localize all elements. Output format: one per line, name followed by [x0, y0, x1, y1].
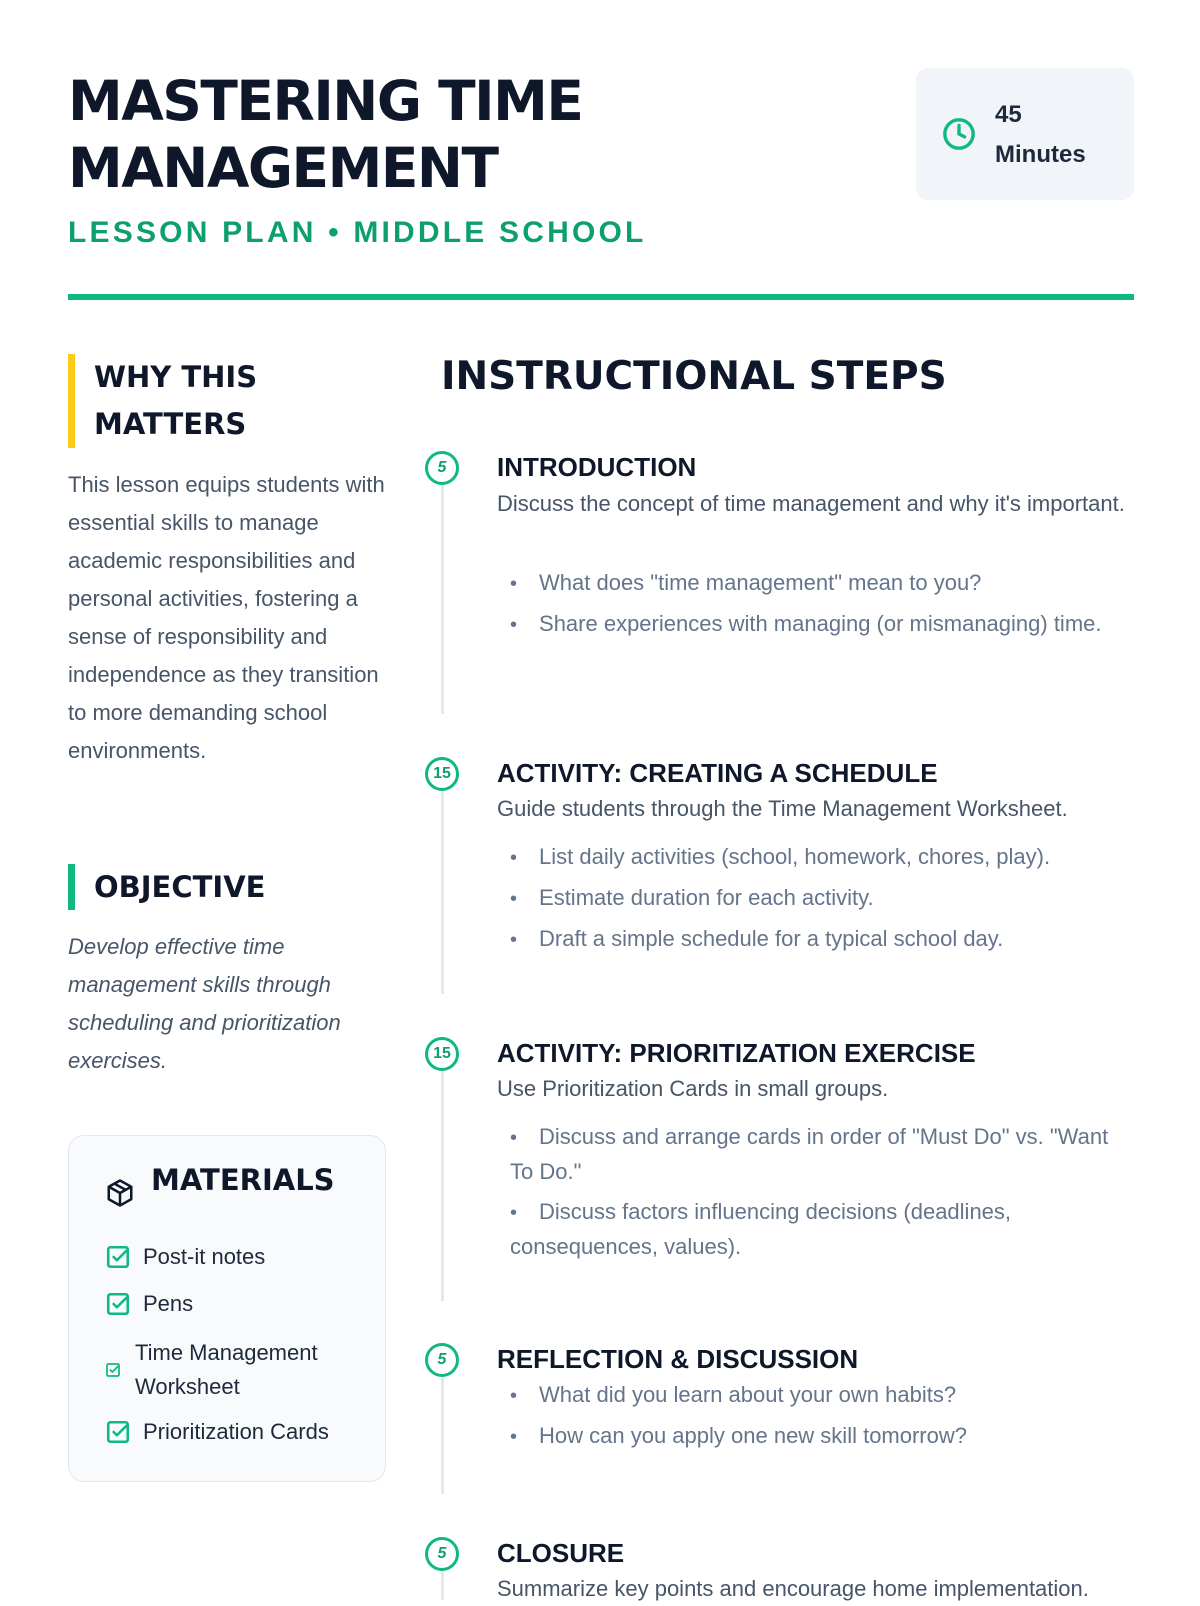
material-item [105, 1291, 193, 1317]
clock-icon [942, 117, 976, 151]
timeline-connector [441, 480, 444, 714]
step-bullet: • Share experiences with managing (or mismanaging) time. [510, 607, 1110, 642]
lesson-header [68, 68, 1134, 250]
step-duration-badge: 5 [425, 451, 459, 485]
step-bullet: • Estimate duration for each activity. [510, 881, 1110, 916]
step-bullets [510, 840, 1110, 963]
duration-text [995, 95, 1086, 175]
why-text: This lesson equips students with essential skills to manage academic responsibilities and personal activities, fostering a sense of responsibility and independence as they transition to more demanding school environments. [68, 472, 385, 763]
step-duration-badge: 5 [425, 1537, 459, 1571]
step-title: REFLECTION & DISCUSSION [497, 1344, 859, 1374]
checkbox-checked-icon [105, 1419, 131, 1445]
step-description: Discuss the concept of time management and why it's important. [497, 491, 1125, 516]
material-item [105, 1244, 265, 1270]
checkbox-checked-icon [105, 1291, 131, 1317]
duration-value: 45 [995, 101, 1022, 128]
page-subtitle: LESSON PLAN • MIDDLE SCHOOL [68, 216, 647, 249]
timeline-connector [441, 1374, 444, 1494]
step-duration-badge: 15 [425, 1037, 459, 1071]
step-bullets [510, 1120, 1110, 1270]
step-bullets [510, 566, 1110, 648]
duration-unit: Minutes [995, 141, 1086, 168]
material-label: Prioritization Cards [143, 1419, 329, 1444]
step-bullet: • How can you apply one new skill tomorrow? [510, 1419, 1110, 1454]
material-item [105, 1419, 329, 1445]
step-duration-badge: 5 [425, 1343, 459, 1377]
step-title: CLOSURE [497, 1538, 625, 1568]
header-divider [68, 294, 1134, 300]
material-label: Time Management Worksheet [135, 1340, 318, 1399]
step-bullet: • Discuss factors influencing decisions (deadlines, consequences, values). [510, 1195, 1110, 1264]
steps-heading: INSTRUCTIONAL STEPS [441, 354, 947, 399]
materials-heading: MATERIALS [151, 1163, 335, 1197]
step-title: ACTIVITY: CREATING A SCHEDULE [497, 758, 938, 788]
objective-heading: OBJECTIVE [94, 870, 266, 904]
timeline-connector [441, 1568, 444, 1600]
step-description: Use Prioritization Cards in small groups. [497, 1076, 889, 1101]
checkbox-checked-icon [105, 1362, 121, 1378]
step-bullet: • Discuss and arrange cards in order of "Must Do" vs. "Want To Do." [510, 1120, 1110, 1189]
step-bullet: • Draft a simple schedule for a typical school day. [510, 922, 1110, 957]
materials-card [68, 1135, 386, 1482]
step-description: Guide students through the Time Management Worksheet. [497, 796, 1068, 821]
step-bullet: • What does "time management" mean to you? [510, 566, 1110, 601]
material-label: Post-it notes [143, 1244, 266, 1269]
step-bullet: • What did you learn about your own habits? [510, 1378, 1110, 1413]
why-heading: WHY THIS MATTERS [94, 360, 258, 441]
step-bullets [510, 1378, 1110, 1460]
step-bullet: • List daily activities (school, homework, chores, play). [510, 840, 1110, 875]
page-title: MASTERING TIME MANAGEMENT [68, 69, 583, 200]
step-duration-badge: 15 [425, 757, 459, 791]
material-label: Pens [143, 1291, 194, 1316]
step-description: Summarize key points and encourage home implementation. [497, 1576, 1089, 1601]
step-title: ACTIVITY: PRIORITIZATION EXERCISE [497, 1038, 976, 1068]
box-icon [105, 1178, 135, 1208]
objective-text: Develop effective time management skills through scheduling and prioritization exercises. [68, 934, 341, 1073]
timeline-connector [441, 788, 444, 994]
material-item [105, 1336, 365, 1404]
step-title: INTRODUCTION [497, 452, 697, 482]
duration-card [916, 68, 1134, 200]
timeline-connector [441, 1067, 444, 1301]
checkbox-checked-icon [105, 1244, 131, 1270]
